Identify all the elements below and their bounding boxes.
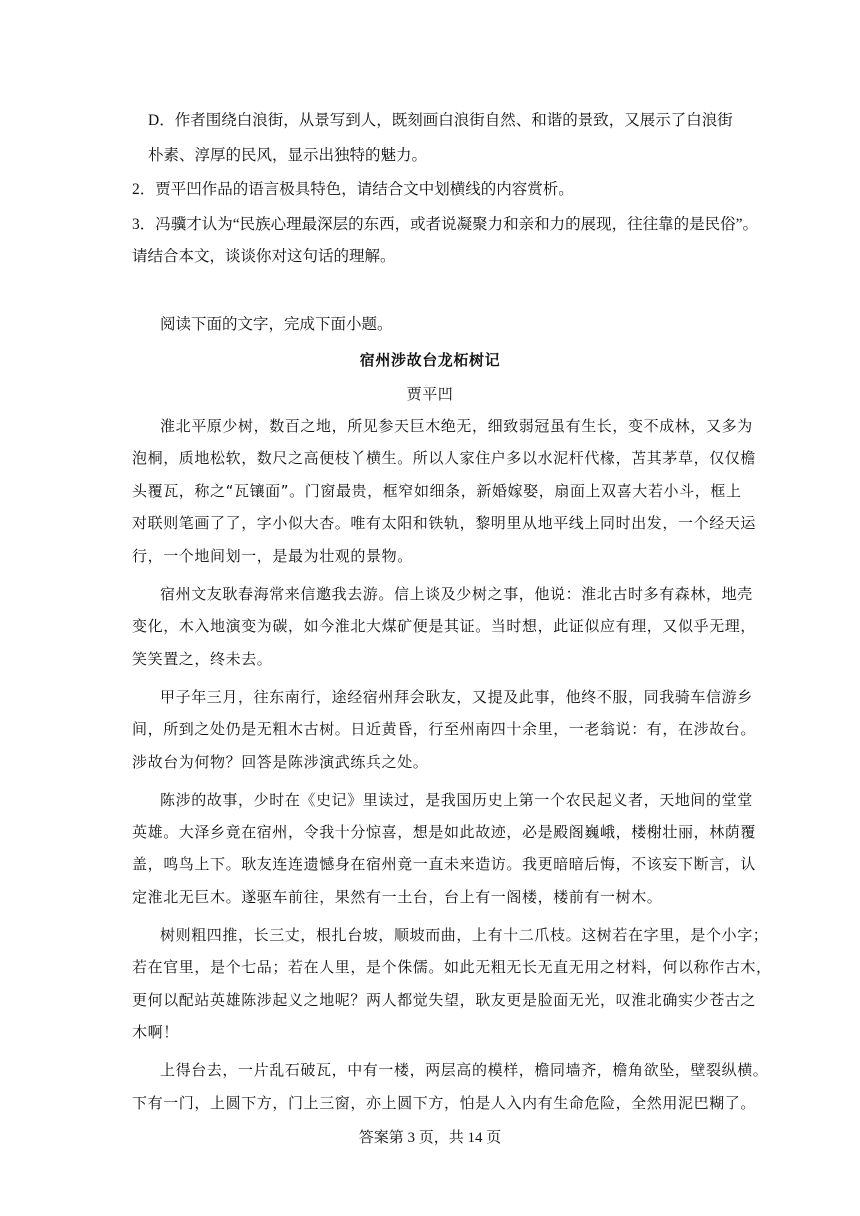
article-line: 更何以配站英雄陈涉起义之地呢？两人都觉失望，耿友更是脸面无光，叹淮北确实少苍古之 <box>132 991 757 1009</box>
page-footer: 答案第 3 页，共 14 页 <box>358 1130 502 1146</box>
article-line: 行，一个地间划一，是最为壮观的景物。 <box>132 547 413 565</box>
article-line: 涉故台为何物？回答是陈涉演武练兵之处。 <box>132 753 429 771</box>
article-line: 下有一门，上圆下方，门上三窗，亦上圆下方，怕是人入内有生命危险，全然用泥巴糊了。 <box>132 1094 757 1112</box>
article-line: 若在官里，是个七品；若在人里，是个侏儒。如此无粗无长无直无用之材料，何以称作古木， <box>132 958 772 976</box>
article-author: 贾平凹 <box>406 385 454 403</box>
article-line: 淮北平原少树，数百之地，所见参天巨木绝无，细致弱冠虽有生长，变不成林，又多为 <box>160 417 753 435</box>
option-d-line-2: 朴素、淳厚的民风，显示出独特的魅力。 <box>148 147 428 164</box>
article-line: 间，所到之处仍是无粗木古树。日近黄昏，行至州南四十余里，一老翁说：有，在涉故台。 <box>132 720 757 738</box>
question-2: 2．贾平凹作品的语言极具特色，请结合文中划横线的内容赏析。 <box>132 181 574 198</box>
question-3-line-1: 3．冯骥才认为“民族心理最深层的东西，或者说凝聚力和亲和力的展现，往往靠的是民俗”。 <box>132 216 759 233</box>
article-line: 陈涉的故事，少时在《史记》里读过，是我国历史上第一个农民起义者，天地间的堂堂 <box>160 791 753 809</box>
article-line: 盖，鸣鸟上下。耿友连连遗憾身在宿州竟一直未来造访。我更暗暗后悔，不该妄下断言，认 <box>132 855 757 873</box>
article-line: 树则粗四推，长三丈，根扎台坡，顺坡而曲，上有十二爪枝。这树若在字里，是个小字； <box>160 926 769 944</box>
article-line: 头覆瓦，称之“瓦镶面”。门窗最贵，框窄如细条，新婚嫁娶，扇面上双喜大若小斗，框上 <box>132 482 742 500</box>
article-title: 宿州涉故台龙柘树记 <box>359 351 501 369</box>
question-3-line-2: 请结合本文，谈谈你对这句话的理解。 <box>132 248 396 265</box>
reading-instruction: 阅读下面的文字，完成下面小题。 <box>160 316 393 333</box>
article-line: 变化，木入地演变为碳，如今淮北大煤矿便是其证。当时想，此证似应有理，又似乎无理， <box>132 617 757 635</box>
option-d-line-1: D．作者围绕白浪街，从景写到人，既刻画白浪街自然、和谐的景致，又展示了白浪街 <box>148 112 733 129</box>
article-line: 笑笑置之，终未去。 <box>132 650 273 668</box>
article-line: 宿州文友耿春海常来信邀我去游。信上谈及少树之事，他说：淮北古时多有森林，地壳 <box>160 585 753 603</box>
article-line: 对联则笔画了了，字小似大杏。唯有太阳和铁轨，黎明里从地平线上同时出发，一个经天运 <box>132 514 757 532</box>
article-line: 泡桐，质地松软，数尺之高便枝丫横生。所以人家住户多以水泥杆代椽，苫其茅草，仅仅檐 <box>132 449 757 467</box>
article-line: 英雄。大泽乡竟在宿州，令我十分惊喜，想是如此故迹，必是殿阁巍峨，楼榭壮丽，林荫覆 <box>132 823 757 841</box>
article-line: 定淮北无巨木。遂驱车前往，果然有一土台，台上有一阁楼，楼前有一树木。 <box>132 888 663 906</box>
article-line: 上得台去，一片乱石破瓦，中有一楼，两层高的模样，檐同墙齐，檐角欲坠，壁裂纵横。 <box>160 1061 769 1079</box>
article-line: 甲子年三月，往东南行，途经宿州拜会耿友，又提及此事，他终不服，同我骑车信游乡 <box>160 688 753 706</box>
article-line: 木啊！ <box>132 1023 179 1041</box>
